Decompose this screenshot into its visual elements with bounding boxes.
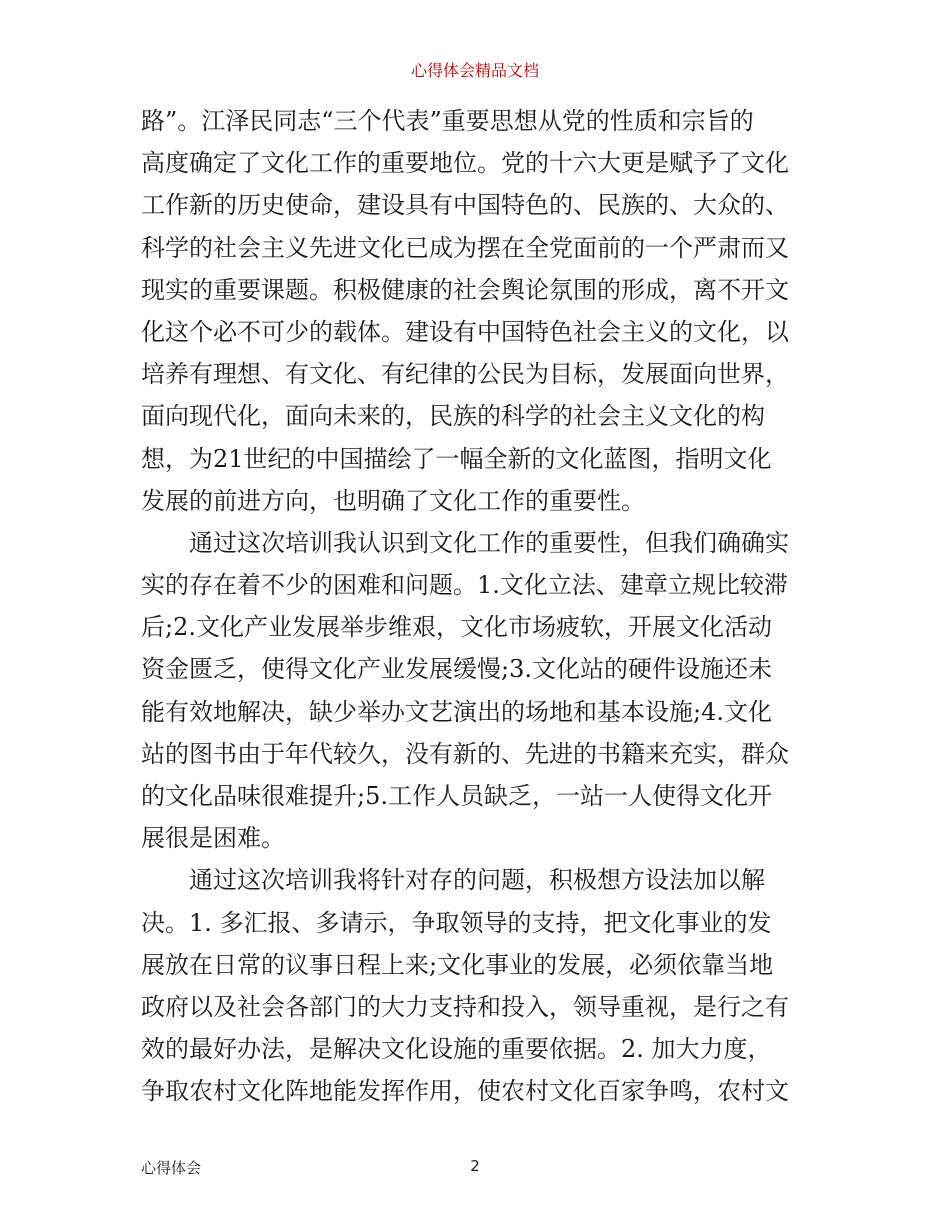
paragraph-first-line: 通过这次培训我认识到文化工作的重要性，但我们确确实 bbox=[189, 528, 789, 557]
text-line: 路”。江泽民同志“三个代表”重要思想从党的性质和宗旨的 bbox=[141, 107, 754, 135]
text-line: 能有效地解决，缺少举办文艺演出的场地和基本设施;4.文化 bbox=[141, 697, 772, 726]
text-line: 展放在日常的议事日程上来;文化事业的发展，必须依靠当地 bbox=[141, 950, 774, 979]
text-line: 政府以及社会各部门的大力支持和投入，领导重视，是行之有 bbox=[141, 992, 789, 1021]
paragraph-first-line: 通过这次培训我将针对存的问题，积极想方设法加以解 bbox=[189, 866, 765, 895]
page-number: 2 bbox=[470, 1157, 480, 1175]
text-line: 后;2.文化产业发展举步维艰，文化市场疲软，开展文化活动 bbox=[141, 613, 772, 642]
text-line: 科学的社会主义先进文化已成为摆在全党面前的一个严肃而又 bbox=[141, 233, 789, 262]
text-line: 实的存在着不少的困难和问题。1.文化立法、建章立规比较滞 bbox=[141, 571, 788, 600]
text-line: 现实的重要课题。积极健康的社会舆论氛围的形成，离不开文 bbox=[141, 275, 789, 304]
body-text bbox=[141, 100, 813, 1113]
text-line: 面向现代化，面向未来的，民族的科学的社会主义文化的构 bbox=[141, 402, 765, 431]
text-line: 争取农村文化阵地能发挥作用，使农村文化百家争鸣，农村文 bbox=[141, 1077, 789, 1106]
text-line: 站的图书由于年代较久，没有新的、先进的书籍来充实，群众 bbox=[141, 739, 789, 768]
text-line: 资金匮乏，使得文化产业发展缓慢;3.文化站的硬件设施还未 bbox=[141, 655, 772, 684]
footer-label: 心得体会 bbox=[141, 1159, 202, 1177]
text-line: 高度确定了文化工作的重要地位。党的十六大更是赋予了文化 bbox=[141, 149, 789, 178]
document-header-title: 心得体会精品文档 bbox=[410, 61, 539, 80]
text-line: 的文化品味很难提升;5.工作人员缺乏，一站一人使得文化开 bbox=[141, 782, 772, 810]
text-line: 效的最好办法，是解决文化设施的重要依据。2. 加大力度， bbox=[141, 1035, 772, 1064]
text-line: 培养有理想、有文化、有纪律的公民为目标，发展面向世界， bbox=[141, 360, 789, 389]
text-line: 化这个必不可少的载体。建设有中国特色社会主义的文化，以 bbox=[141, 317, 789, 346]
text-line: 展很是困难。 bbox=[141, 824, 285, 853]
text-line: 决。1. 多汇报、多请示，争取领导的支持，把文化事业的发 bbox=[141, 908, 772, 937]
text-line: 想，为21世纪的中国描绘了一幅全新的文化蓝图，指明文化 bbox=[141, 444, 772, 473]
text-line: 发展的前进方向，也明确了文化工作的重要性。 bbox=[141, 486, 645, 515]
text-line: 工作新的历史使命，建设具有中国特色的、民族的、大众的、 bbox=[141, 191, 789, 220]
